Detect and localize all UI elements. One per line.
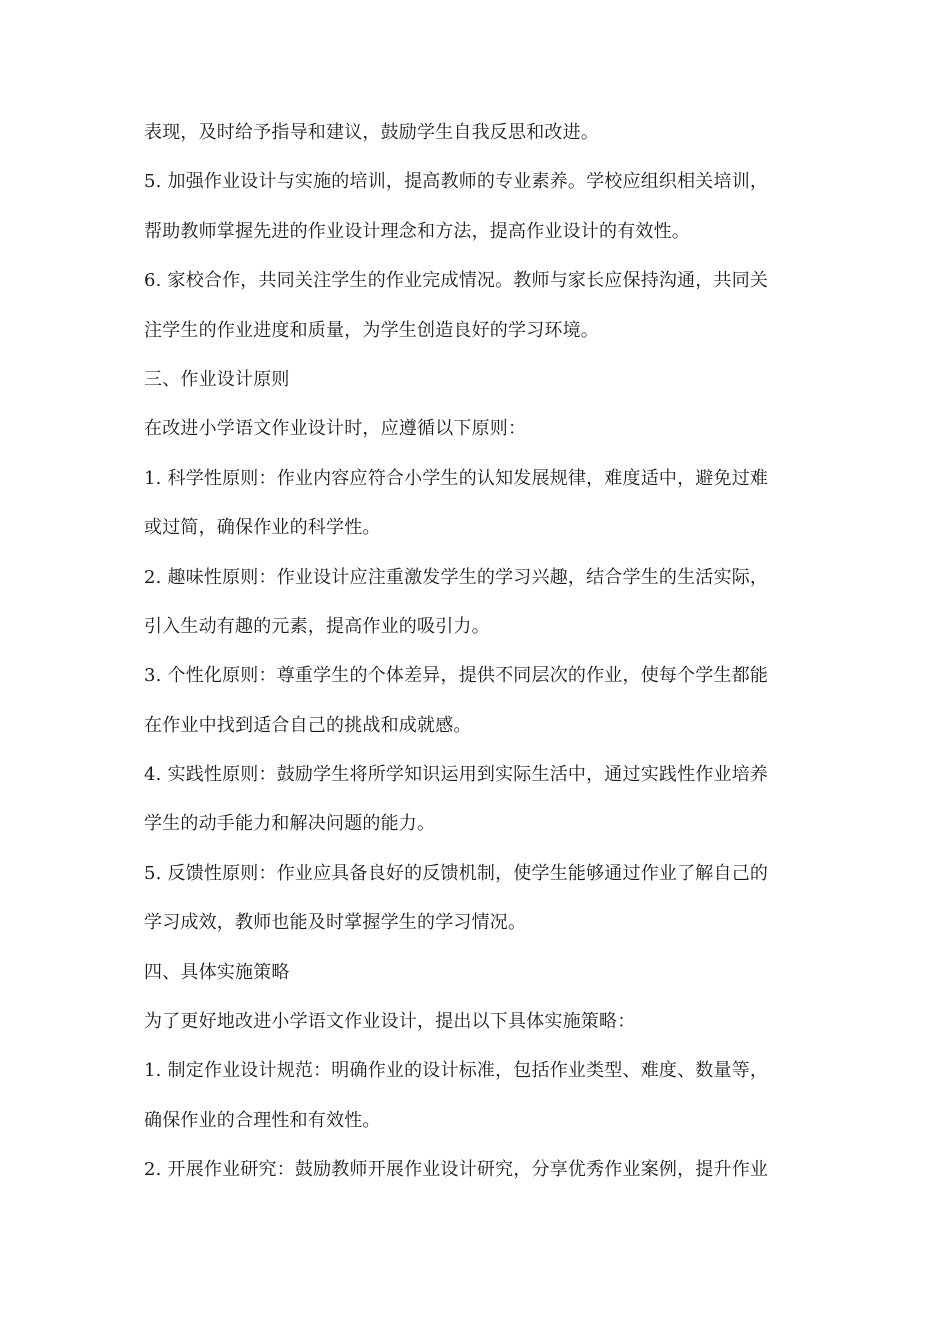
text-line: 在作业中找到适合自己的挑战和成就感。 xyxy=(144,714,472,736)
text-line: 为了更好地改进小学语文作业设计，提出以下具体实施策略： xyxy=(144,1011,636,1033)
text-line: 学习成效，教师也能及时掌握学生的学习情况。 xyxy=(144,912,527,934)
text-line: 2. 开展作业研究：鼓励教师开展作业设计研究，分享优秀作业案例，提升作业 xyxy=(144,1159,769,1181)
text-line: 学生的动手能力和解决问题的能力。 xyxy=(144,813,436,835)
text-line: 1. 科学性原则：作业内容应符合小学生的认知发展规律，难度适中，避免过难 xyxy=(144,467,769,489)
text-line: 5. 加强作业设计与实施的培训，提高教师的专业素养。学校应组织相关培训， xyxy=(144,171,769,193)
text-line: 帮助教师掌握先进的作业设计理念和方法，提高作业设计的有效性。 xyxy=(144,220,690,242)
text-line: 在改进小学语文作业设计时，应遵循以下原则： xyxy=(144,418,527,440)
text-line: 4. 实践性原则：鼓励学生将所学知识运用到实际生活中，通过实践性作业培养 xyxy=(144,764,769,786)
text-line: 2. 趣味性原则：作业设计应注重激发学生的学习兴趣，结合学生的生活实际， xyxy=(144,566,769,588)
text-line: 引入生动有趣的元素，提高作业的吸引力。 xyxy=(144,615,490,637)
document-body xyxy=(144,108,806,1195)
text-line: 3. 个性化原则：尊重学生的个体差异，提供不同层次的作业，使每个学生都能 xyxy=(144,665,769,687)
text-line: 5. 反馈性原则：作业应具备良好的反馈机制，使学生能够通过作业了解自己的 xyxy=(144,862,769,884)
text-line: 表现，及时给予指导和建议，鼓励学生自我反思和改进。 xyxy=(144,122,599,143)
text-line: 或过简，确保作业的科学性。 xyxy=(144,517,381,539)
text-line: 注学生的作业进度和质量，为学生创造良好的学习环境。 xyxy=(144,319,599,341)
section-heading: 三、作业设计原则 xyxy=(144,368,290,390)
section-heading: 四、具体实施策略 xyxy=(144,961,290,983)
text-line: 6. 家校合作，共同关注学生的作业完成情况。教师与家长应保持沟通，共同关 xyxy=(144,270,769,292)
text-line: 确保作业的合理性和有效性。 xyxy=(144,1109,381,1131)
text-line: 1. 制定作业设计规范：明确作业的设计标准，包括作业类型、难度、数量等， xyxy=(144,1060,769,1082)
